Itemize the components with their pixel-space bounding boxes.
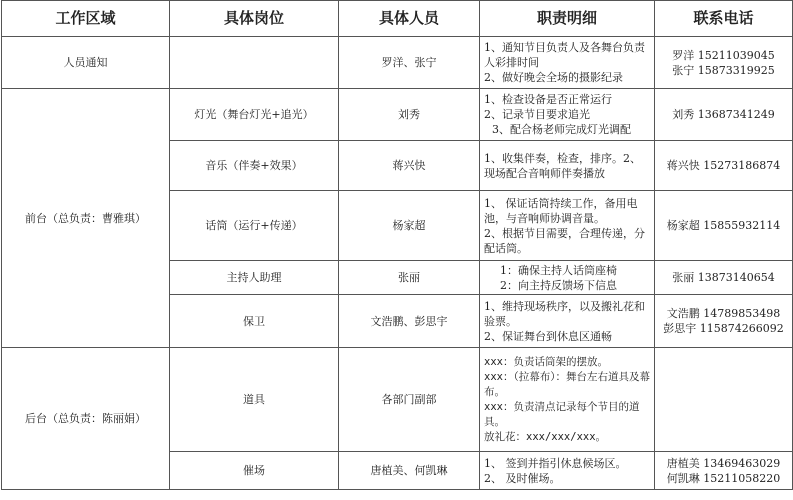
staff-notice: 罗洋、张宁 xyxy=(339,37,480,89)
staff-host-assist: 张丽 xyxy=(339,261,480,295)
header-area: 工作区域 xyxy=(2,1,170,37)
phone-props xyxy=(655,348,793,452)
duty-lighting xyxy=(480,89,655,141)
duty-line: xxx：负责清点记录每个节目的道具。 xyxy=(484,400,640,428)
duty-line: 2、做好晚会全场的摄影纪录 xyxy=(484,71,623,84)
area-back: 后台（总负责：陈丽娟） xyxy=(2,348,170,490)
phone-line: 张宁 15873319925 xyxy=(672,63,775,77)
duty-line: 1：确保主持人话筒座椅 xyxy=(500,263,617,277)
staff-mic: 杨家超 xyxy=(339,191,480,261)
post-security: 保卫 xyxy=(170,295,339,348)
duty-cue xyxy=(480,452,655,490)
post-notice xyxy=(170,37,339,89)
header-staff: 具体人员 xyxy=(339,1,480,37)
table-row-lighting xyxy=(2,89,793,141)
duty-notice xyxy=(480,37,655,89)
duty-line: 1、通知节目负责人及各舞台负责人彩排时间 xyxy=(484,41,645,69)
duty-line: 2：向主持反馈场下信息 xyxy=(500,278,617,292)
duty-line: 2、保证舞台到休息区通畅 xyxy=(484,329,612,343)
duty-music xyxy=(480,141,655,191)
header-row xyxy=(2,1,793,37)
phone-music: 蒋兴快 15273186874 xyxy=(655,141,793,191)
post-props: 道具 xyxy=(170,348,339,452)
duty-line: 2、记录节目要求追光 xyxy=(484,108,590,121)
table-row-props xyxy=(2,348,793,452)
post-mic: 话筒（运行+传递） xyxy=(170,191,339,261)
table-row-notice xyxy=(2,37,793,89)
phone-lighting: 刘秀 13687341249 xyxy=(655,89,793,141)
duty-line: 2、根据节目需要，合理传递，分配话筒。 xyxy=(484,226,645,255)
staff-security: 文浩鹏、彭思宇 xyxy=(339,295,480,348)
phone-notice xyxy=(655,37,793,89)
phone-line: 彭思宇 115874266092 xyxy=(663,322,784,335)
duty-host-assist xyxy=(480,261,655,295)
header-duty: 职责明细 xyxy=(480,1,655,37)
phone-host-assist: 张丽 13873140654 xyxy=(655,261,793,295)
duty-line: 1、 保证话筒持续工作，备用电池，与音响师协调音量。 xyxy=(484,196,638,225)
staff-music: 蒋兴快 xyxy=(339,141,480,191)
duty-line: 3、配合杨老师完成灯光调配 xyxy=(492,123,631,136)
post-host-assist: 主持人助理 xyxy=(170,261,339,295)
staff-props: 各部门副部 xyxy=(339,348,480,452)
phone-line: 文浩鹏 14789853498 xyxy=(666,307,781,320)
duty-line: xxx：负责话筒架的摆放。 xyxy=(484,355,608,368)
staff-lighting: 刘秀 xyxy=(339,89,480,141)
phone-line: 唐植美 13469463029 xyxy=(666,456,781,470)
header-phone: 联系电话 xyxy=(655,1,793,37)
header-post: 具体岗位 xyxy=(170,1,339,37)
post-cue: 催场 xyxy=(170,452,339,490)
staff-cue: 唐植美、何凯琳 xyxy=(339,452,480,490)
duty-line: xxx：（拉幕布）：舞台左右道具及幕布。 xyxy=(484,370,650,398)
duty-line: 1、检查设备是否正常运行 xyxy=(484,93,612,106)
duty-props xyxy=(480,348,655,452)
phone-line: 何凯琳 15211058220 xyxy=(666,471,781,485)
phone-cue xyxy=(655,452,793,490)
area-notice: 人员通知 xyxy=(2,37,170,89)
duty-line: 2、 及时催场。 xyxy=(484,471,561,485)
duty-line: 1、 签到并指引休息候场区。 xyxy=(484,456,627,470)
phone-mic: 杨家超 15855932114 xyxy=(655,191,793,261)
staff-assignment-table xyxy=(1,0,793,490)
duty-line: 1、收集伴奏，检查，排序。2、现场配合音响师伴奏播放 xyxy=(484,151,641,180)
phone-line: 罗洋 15211039045 xyxy=(672,48,775,62)
post-lighting: 灯光（舞台灯光+追光） xyxy=(170,89,339,141)
post-music: 音乐（伴奏+效果） xyxy=(170,141,339,191)
duty-security xyxy=(480,295,655,348)
duty-line: 放礼花：xxx/xxx/xxx。 xyxy=(484,430,607,443)
phone-security xyxy=(655,295,793,348)
duty-line: 1、维持现场秩序，以及搬礼花和验票。 xyxy=(484,299,645,328)
duty-mic xyxy=(480,191,655,261)
area-front: 前台（总负责：曹雅琪） xyxy=(2,89,170,348)
